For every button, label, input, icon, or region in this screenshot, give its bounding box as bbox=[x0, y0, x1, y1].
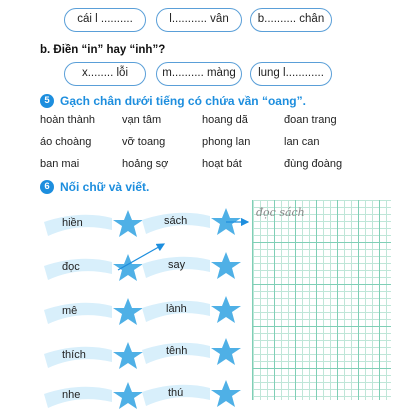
left-star-item[interactable] bbox=[40, 296, 150, 330]
left-word: nhe bbox=[62, 389, 81, 401]
word-cell[interactable]: phong lan bbox=[202, 136, 251, 148]
word-cell[interactable]: lan can bbox=[284, 136, 320, 148]
exercise-6-title: Nối chữ và viết. bbox=[60, 180, 150, 194]
left-star-item[interactable] bbox=[40, 252, 150, 286]
right-star-item[interactable] bbox=[138, 294, 248, 328]
fill-pill-2[interactable]: l........... vân bbox=[156, 8, 242, 32]
sample-writing: đọc sách bbox=[256, 206, 305, 219]
part-b-heading: b. Điền “in” hay “inh”? bbox=[40, 44, 166, 56]
shooting-star-icon bbox=[40, 208, 150, 242]
left-word: thích bbox=[62, 349, 86, 361]
word-cell[interactable]: vạn tâm bbox=[122, 114, 162, 126]
exercise-5-number: 5 bbox=[40, 94, 54, 108]
fill-pill-1[interactable]: cái l .......... bbox=[64, 8, 146, 32]
left-word: hiền bbox=[62, 217, 83, 229]
shooting-star-icon bbox=[40, 380, 150, 414]
shooting-star-icon bbox=[138, 206, 248, 240]
shooting-star-icon bbox=[138, 336, 248, 370]
left-word: mê bbox=[62, 305, 78, 317]
exercise-5-title: Gạch chân dưới tiếng có chứa vần “oang”. bbox=[60, 94, 306, 108]
word-cell[interactable]: áo choàng bbox=[40, 136, 92, 148]
fill-pill-5[interactable]: m.......... màng bbox=[156, 62, 242, 86]
word-cell[interactable]: đùng đoàng bbox=[284, 158, 343, 170]
right-word: lành bbox=[166, 303, 187, 315]
right-star-item[interactable] bbox=[138, 206, 248, 240]
shooting-star-icon bbox=[138, 378, 248, 412]
left-star-item[interactable] bbox=[40, 380, 150, 414]
fill-pill-6[interactable]: lung l............ bbox=[250, 62, 332, 86]
exercise-6-number: 6 bbox=[40, 180, 54, 194]
word-cell[interactable]: hoảng sợ bbox=[122, 158, 169, 170]
shooting-star-icon bbox=[138, 294, 248, 328]
left-word: đọc bbox=[62, 261, 80, 273]
right-star-item[interactable] bbox=[138, 336, 248, 370]
word-cell[interactable]: ban mai bbox=[40, 158, 80, 170]
word-cell[interactable]: hoạt bát bbox=[202, 158, 242, 170]
shooting-star-icon bbox=[40, 340, 150, 374]
word-cell[interactable]: hoang dã bbox=[202, 114, 248, 126]
word-cell[interactable]: hoàn thành bbox=[40, 114, 96, 126]
fill-pill-3[interactable]: b.......... chân bbox=[250, 8, 332, 32]
right-star-item[interactable] bbox=[138, 378, 248, 412]
word-cell[interactable]: đoan trang bbox=[284, 114, 337, 126]
fill-pill-4[interactable]: x........ lỗi bbox=[64, 62, 146, 86]
shooting-star-icon bbox=[40, 296, 150, 330]
shooting-star-icon bbox=[138, 250, 248, 284]
shooting-star-icon bbox=[40, 252, 150, 286]
word-cell[interactable]: vỡ toang bbox=[122, 136, 166, 148]
right-word: sách bbox=[164, 215, 188, 227]
right-word: say bbox=[168, 259, 186, 271]
left-star-item[interactable] bbox=[40, 208, 150, 242]
left-star-item[interactable] bbox=[40, 340, 150, 374]
right-star-item[interactable] bbox=[138, 250, 248, 284]
right-word: tênh bbox=[166, 345, 188, 357]
writing-grid[interactable] bbox=[252, 200, 391, 400]
right-word: thú bbox=[168, 387, 184, 399]
